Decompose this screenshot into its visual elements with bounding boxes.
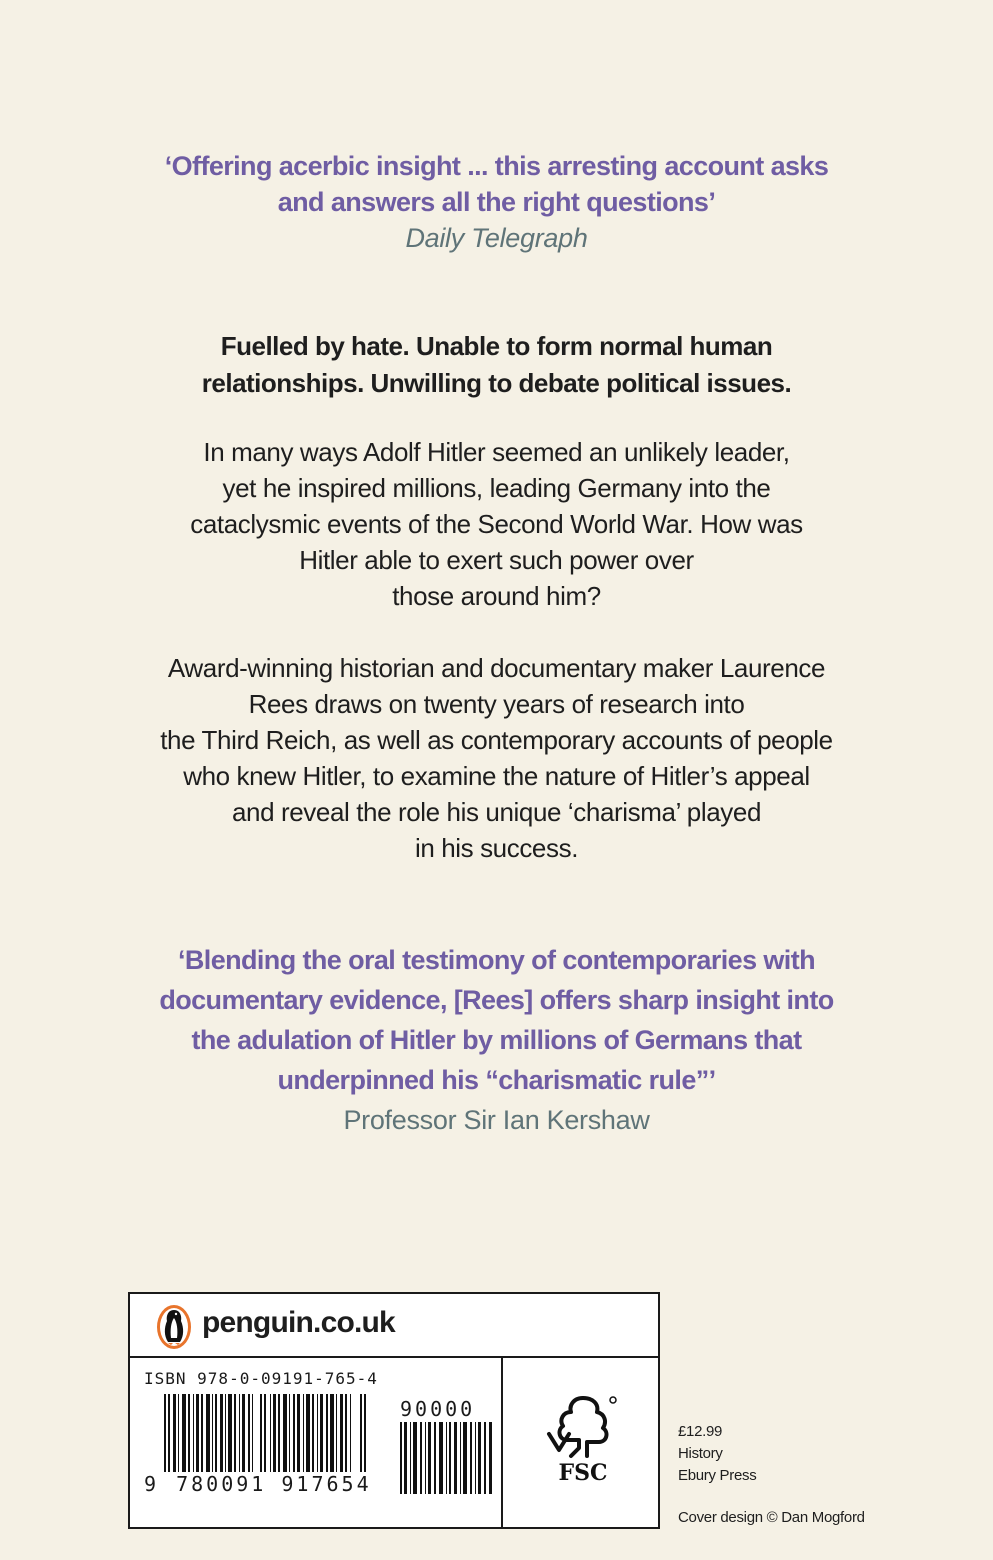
category: History [678,1445,723,1462]
fsc-tree-icon [543,1394,623,1484]
paragraph-line: yet he inspired millions, leading Germany into the [222,473,771,503]
quote-line: ‘Blending the oral testimony of contemporaries with [178,945,815,975]
price-addon-digits: 90000 [400,1397,476,1421]
paragraph-line: the Third Reich, as well as contemporary accounts of people [160,725,833,755]
bottom-review-quote [110,940,883,1140]
quote-source: Daily Telegraph [405,223,588,253]
paragraph-line: who knew Hitler, to examine the nature of Hitler’s appeal [183,761,810,791]
quote-line: underpinned his “charismatic rule”’ [277,1065,716,1095]
price: £12.99 [678,1423,723,1440]
ean-main-digits: 780091 917654 [176,1472,372,1496]
headline-line: Fuelled by hate. Unable to form normal human [220,331,773,361]
blurb-paragraph-1 [110,434,883,614]
paragraph-line: in his success. [414,833,579,863]
ean-digits [142,1472,376,1496]
paragraph-line: those around him? [392,581,601,611]
quote-line: the adulation of Hitler by millions of Germans that [191,1025,802,1055]
fsc-label: FSC [558,1460,608,1484]
blurb-headline [110,328,883,402]
quote-line: and answers all the right questions’ [277,187,716,217]
quote-line: documentary evidence, [Rees] offers sharp insight into [159,985,834,1015]
top-review-quote [110,148,883,256]
book-blurb [110,328,883,866]
publisher: Ebury Press [678,1467,757,1484]
paragraph-line: and reveal the role his unique ‘charisma’ played [231,797,762,827]
isbn-text: ISBN 978-0-09191-765-4 [144,1369,378,1388]
price-category-info [678,1421,756,1487]
barcode-panel [128,1292,660,1529]
blurb-paragraph-2 [110,650,883,866]
quote-source: Professor Sir Ian Kershaw [343,1105,650,1135]
quote-line: ‘Offering acerbic insight ... this arresting account asks [164,151,829,181]
paragraph-line: cataclysmic events of the Second World War. How was [190,509,803,539]
paragraph-line: In many ways Adolf Hitler seemed an unlikely leader, [203,437,790,467]
paragraph-line: Award-winning historian and documentary maker Laurence [167,653,826,683]
ean-first-digit: 9 [144,1472,160,1496]
paragraph-line: Rees draws on twenty years of research into [248,689,745,719]
publisher-strip [130,1294,658,1358]
paragraph-line: Hitler able to exert such power over [299,545,694,575]
fsc-cell [501,1358,660,1527]
addon-barcode-icon [400,1422,492,1494]
headline-line: relationships. Unwilling to debate political issues. [201,368,792,398]
penguin-logo-icon [156,1304,192,1350]
website-label: penguin.co.uk [202,1306,395,1339]
cover-credit: Cover design © Dan Mogford [678,1509,865,1526]
